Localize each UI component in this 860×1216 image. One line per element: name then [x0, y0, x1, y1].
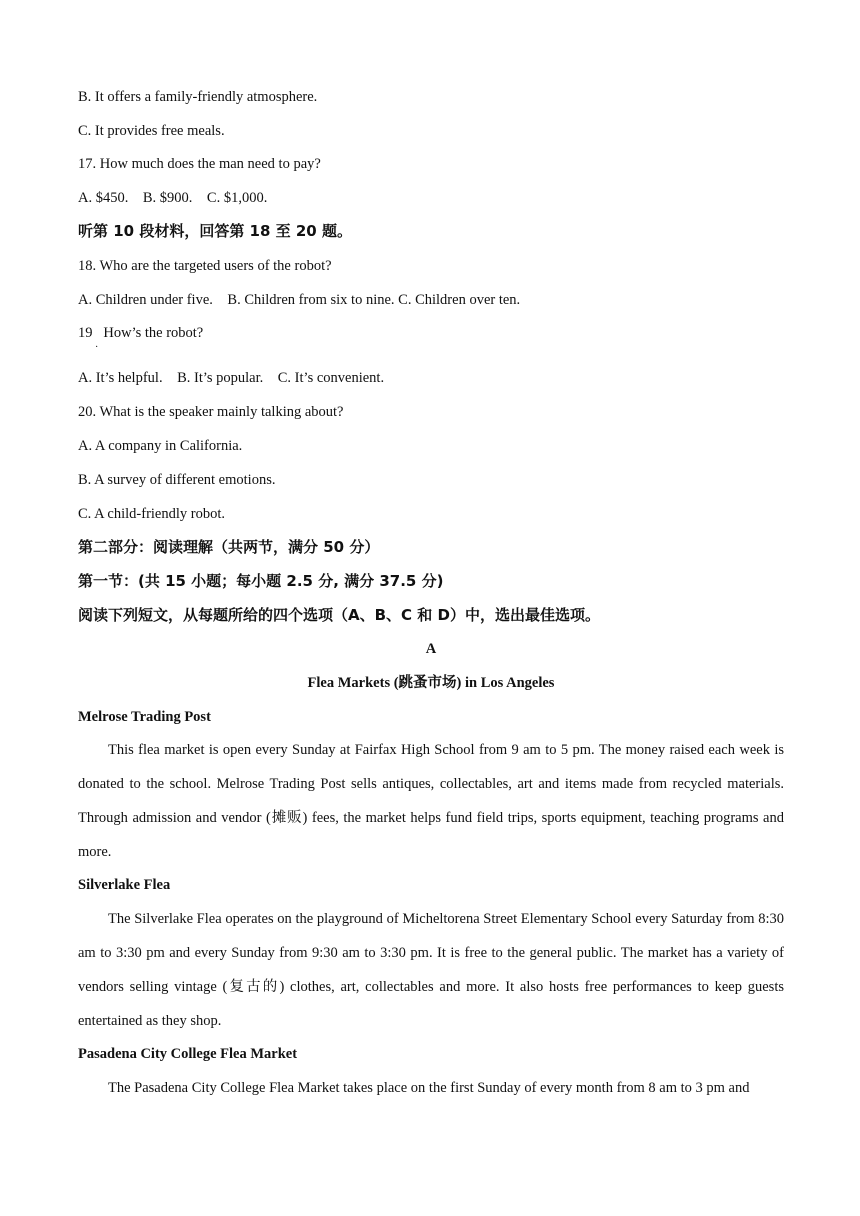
passage-letter: A — [425, 641, 437, 657]
section-body-pasadena: The Pasadena City College Flea Market takes place on the first Sunday of every month from 8 am to 3 pm and — [108, 1080, 750, 1096]
part-two-section-one: 第一节：(共 15 小题；每小题 2.5 分, 满分 37.5 分) — [78, 572, 444, 590]
part-two-instruction: 阅读下列短文，从每题所给的四个选项（A、B、C 和 D）中，选出最佳选项。 — [78, 606, 600, 624]
section-heading-melrose: Melrose Trading Post — [78, 709, 211, 725]
q20-question: 20. What is the speaker mainly talking about? — [78, 404, 344, 420]
section-heading-pasadena: Pasadena City College Flea Market — [78, 1046, 298, 1062]
passage-title: Flea Markets (跳蚤市场) in Los Angeles — [307, 675, 555, 691]
section-body-melrose: This flea market is open every Sunday at Fairfax High School from 9 am to 5 pm. The money raised each week is donated to the school. Melrose Trading Post sells antiques, collectables, art and items made from recycled materials. Through admission and vendor (摊贩) fees, the market helps fund field trips, sports equipment, teaching programs and more. — [78, 742, 784, 860]
q16-option-c: C. It provides free meals. — [78, 123, 225, 139]
q19-options: A. It’s helpful. B. It’s popular. C. It’s convenient. — [78, 370, 385, 386]
q17-question: 17. How much does the man need to pay? — [78, 156, 321, 172]
section-10-instruction: 听第 10 段材料，回答第 18 至 20 题。 — [78, 222, 352, 240]
q20-option-c: C. A child-friendly robot. — [78, 506, 225, 522]
section-body-silverlake: The Silverlake Flea operates on the playground of Micheltorena Street Elementary School every Saturday from 8:30 am to 3:30 pm and every Sunday from 9:30 am to 3:30 pm. It is free to the general public. The market has a variety of vendors selling vintage (复古的) clothes, art, collectables and more. It also hosts free performances to keep guests entertained as they shop. — [78, 911, 784, 1029]
q20-option-b: B. A survey of different emotions. — [78, 472, 276, 488]
q18-question: 18. Who are the targeted users of the robot? — [78, 258, 332, 274]
q16-option-b: B. It offers a family-friendly atmosphere. — [78, 89, 318, 105]
q20-option-a: A. A company in California. — [78, 438, 243, 454]
q18-options: A. Children under five. B. Children from six to nine. C. Children over ten. — [78, 292, 521, 308]
q17-options: A. $450. B. $900. C. $1,000. — [78, 190, 268, 206]
part-two-title: 第二部分：阅读理解（共两节，满分 50 分） — [78, 538, 380, 556]
q19-question: 19 How’s the robot? — [78, 325, 204, 341]
q19-mark: · — [95, 342, 99, 353]
section-heading-silverlake: Silverlake Flea — [78, 877, 171, 893]
